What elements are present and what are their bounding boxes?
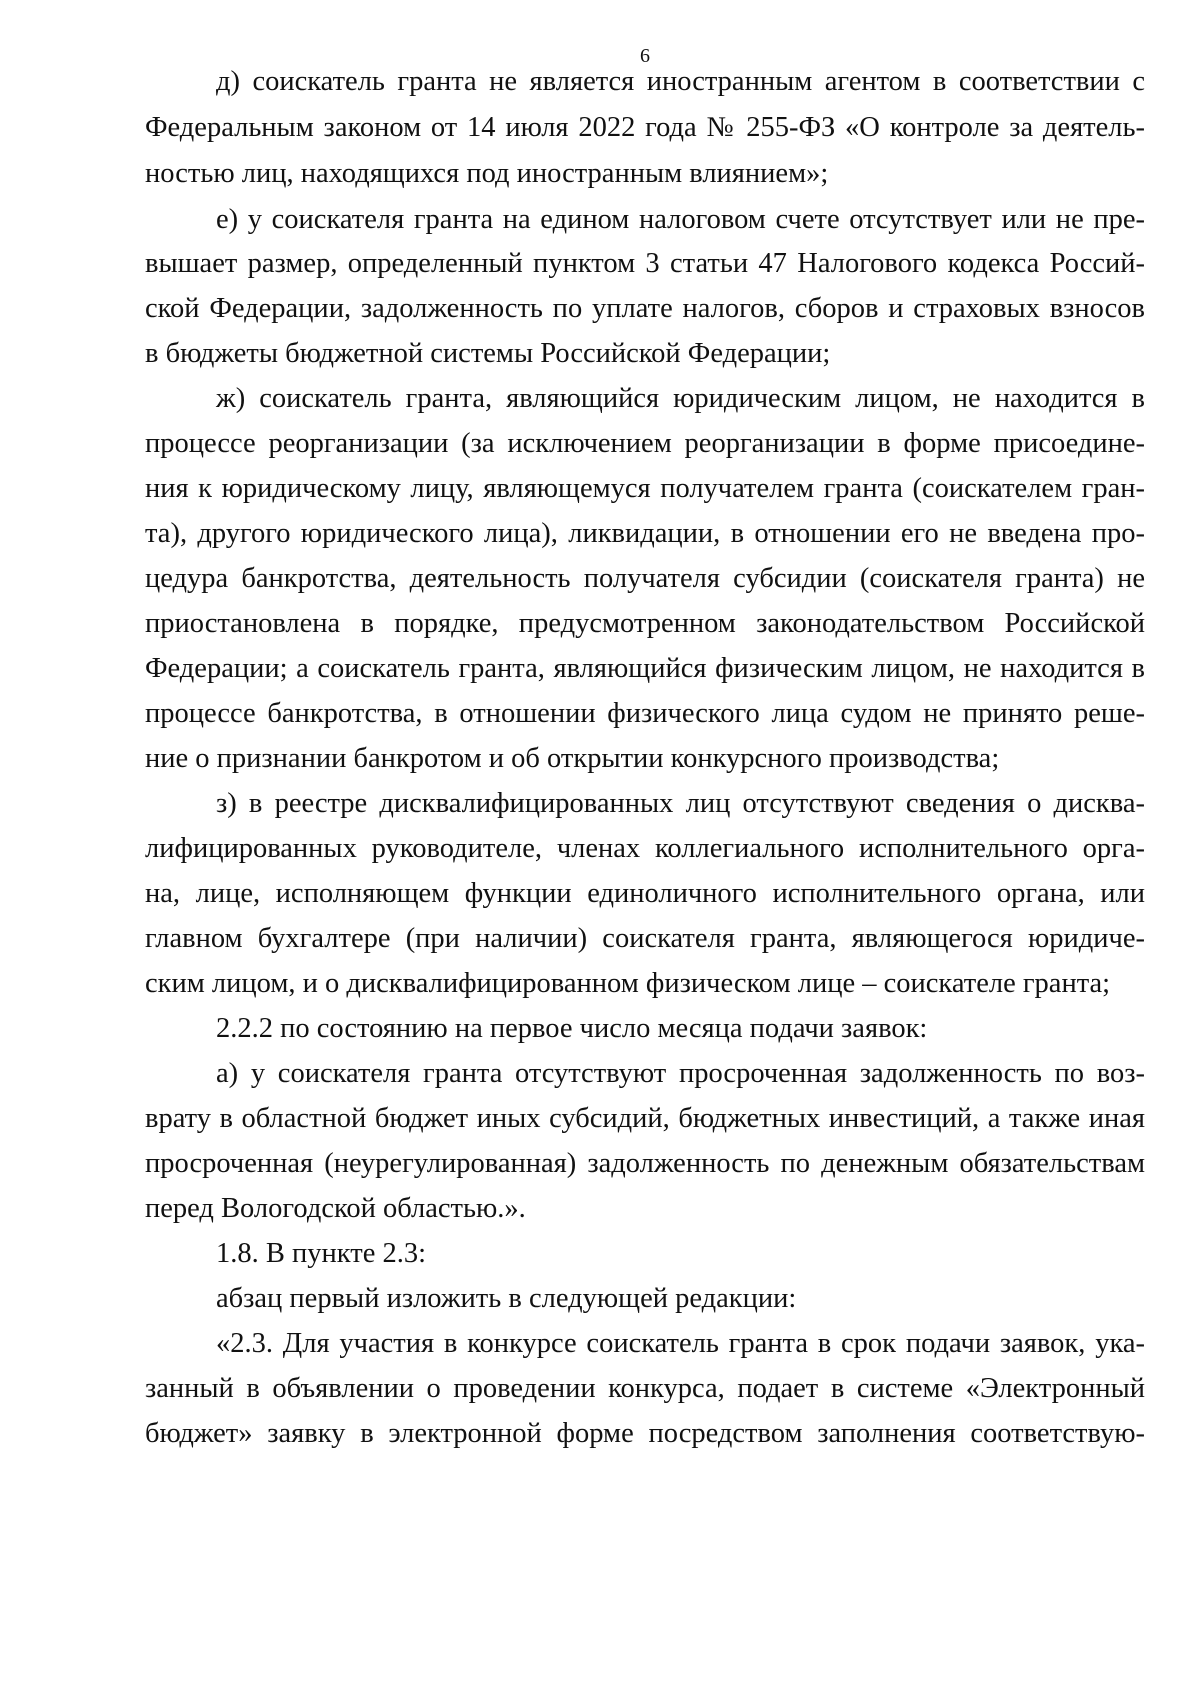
text-line: ния к юридическому лицу, являющемуся получателем гранта (соискателем гран-: [145, 473, 1145, 504]
text-line: просроченная (неурегулированная) задолженность по денежным обязательствам: [145, 1148, 1145, 1179]
text-line: «2.3. Для участия в конкурсе соискатель гранта в срок подачи заявок, ука-: [216, 1328, 1145, 1359]
text-line: 2.2.2 по состоянию на первое число месяца подачи заявок:: [216, 1013, 928, 1044]
text-line: в бюджеты бюджетной системы Российской Федерации;: [145, 338, 831, 369]
text-line: на, лице, исполняющем функции единоличного исполнительного органа, или: [145, 878, 1145, 909]
text-line: ским лицом, и о дисквалифицированном физическом лице – соискателе гранта;: [145, 968, 1111, 999]
text-line: 1.8. В пункте 2.3:: [216, 1238, 427, 1269]
text-line: з) в реестре дисквалифицированных лиц отсутствуют сведения о дисква-: [216, 788, 1145, 819]
text-line: главном бухгалтере (при наличии) соискателя гранта, являющегося юридиче-: [145, 923, 1145, 954]
text-line: врату в областной бюджет иных субсидий, бюджетных инвестиций, а также иная: [145, 1103, 1145, 1134]
text-line: Федеральным законом от 14 июля 2022 года № 255-ФЗ «О контроле за деятель-: [145, 112, 1145, 143]
text-line: е) у соискателя гранта на едином налоговом счете отсутствует или не пре-: [216, 204, 1145, 235]
text-line: а) у соискателя гранта отсутствуют просроченная задолженность по воз-: [216, 1058, 1145, 1089]
text-line: та), другого юридического лица), ликвидации, в отношении его не введена про-: [145, 518, 1145, 549]
text-line: д) соискатель гранта не является иностранным агентом в соответствии с: [216, 66, 1145, 97]
text-line: лифицированных руководителе, членах коллегиального исполнительного орга-: [145, 833, 1145, 864]
text-line: цедура банкротства, деятельность получателя субсидии (соискателя гранта) не: [145, 563, 1145, 594]
text-line: приостановлена в порядке, предусмотренном законодательством Российской: [145, 608, 1145, 639]
page-number: 6: [640, 45, 650, 67]
text-line: ние о признании банкротом и об открытии конкурсного производства;: [145, 743, 1000, 774]
text-line: ностью лиц, находящихся под иностранным влиянием»;: [145, 158, 829, 189]
text-line: вышает размер, определенный пунктом 3 статьи 47 Налогового кодекса Россий-: [145, 248, 1145, 279]
text-line: занный в объявлении о проведении конкурса, подает в системе «Электронный: [145, 1373, 1145, 1404]
text-line: перед Вологодской областью.».: [145, 1193, 526, 1224]
text-line: абзац первый изложить в следующей редакции:: [216, 1283, 797, 1314]
text-line: бюджет» заявку в электронной форме посредством заполнения соответствую-: [145, 1418, 1145, 1449]
text-line: ской Федерации, задолженность по уплате налогов, сборов и страховых взносов: [145, 293, 1145, 324]
text-line: процессе реорганизации (за исключением реорганизации в форме присоедине-: [145, 428, 1145, 459]
text-line: процессе банкротства, в отношении физического лица судом не принято реше-: [145, 698, 1145, 729]
text-line: ж) соискатель гранта, являющийся юридическим лицом, не находится в: [216, 383, 1145, 414]
text-line: Федерации; а соискатель гранта, являющийся физическим лицом, не находится в: [145, 653, 1145, 684]
